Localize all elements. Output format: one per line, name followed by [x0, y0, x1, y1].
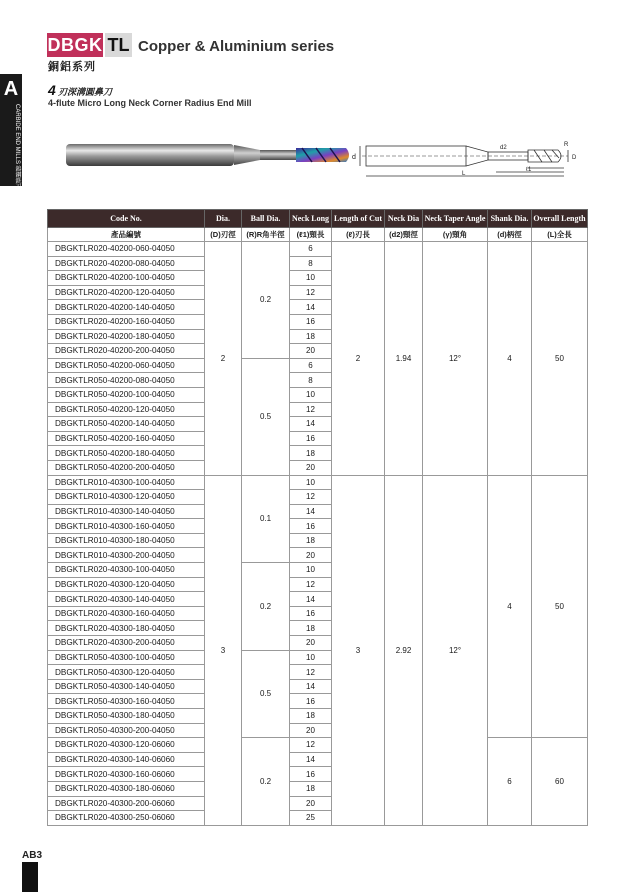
col-sub-taper: (γ)頸角 [423, 228, 488, 242]
cell-code: DBGKTLR050-40200-180-04050 [48, 446, 205, 461]
cell-length-of-cut: 3 [332, 475, 385, 825]
cell-code: DBGKTLR010-40300-180-04050 [48, 533, 205, 548]
col-header-code: Code No. [48, 210, 205, 228]
cell-code: DBGKTLR010-40300-120-04050 [48, 490, 205, 505]
table-header-row [48, 210, 588, 228]
cell-neck-taper: 12° [423, 242, 488, 476]
cell-ball-dia: 0.2 [242, 563, 290, 651]
cell-neck-long: 16 [290, 694, 332, 709]
cell-dia: 3 [205, 475, 242, 825]
cell-code: DBGKTLR050-40200-140-04050 [48, 417, 205, 432]
cell-code: DBGKTLR050-40300-160-04050 [48, 694, 205, 709]
cell-code: DBGKTLR050-40200-080-04050 [48, 373, 205, 388]
cell-code: DBGKTLR050-40200-060-04050 [48, 358, 205, 373]
cell-neck-long: 20 [290, 796, 332, 811]
cell-neck-long: 10 [290, 563, 332, 578]
technical-drawing [352, 136, 602, 184]
col-sub-neck-dia: (d2)頸徑 [385, 228, 423, 242]
cell-neck-long: 10 [290, 475, 332, 490]
section-label-cn: 鎢鋼銑刀 [14, 165, 20, 190]
cell-neck-dia: 2.92 [385, 475, 423, 825]
cell-neck-long: 16 [290, 431, 332, 446]
cell-code: DBGKTLR050-40300-100-04050 [48, 650, 205, 665]
table-row [48, 738, 588, 753]
tool-taper [234, 145, 260, 165]
drawing-label-d: d [352, 154, 356, 161]
col-sub-overall: (L)全長 [532, 228, 588, 242]
col-sub-cut: (ℓ)刃長 [332, 228, 385, 242]
cell-ball-dia: 0.2 [242, 242, 290, 359]
cell-ball-dia: 0.5 [242, 358, 290, 475]
cell-code: DBGKTLR050-40200-120-04050 [48, 402, 205, 417]
cell-code: DBGKTLR020-40200-080-04050 [48, 256, 205, 271]
drawing-label-D: D [572, 155, 577, 161]
cell-code: DBGKTLR020-40300-250-06060 [48, 811, 205, 826]
cell-neck-long: 6 [290, 242, 332, 257]
cell-code: DBGKTLR050-40300-120-04050 [48, 665, 205, 680]
col-header-ball: Ball Dia. [242, 210, 290, 228]
cell-code: DBGKTLR020-40200-200-04050 [48, 344, 205, 359]
cell-code: DBGKTLR020-40300-140-06060 [48, 752, 205, 767]
cell-neck-dia: 1.94 [385, 242, 423, 476]
cell-neck-long: 14 [290, 300, 332, 315]
cell-code: DBGKTLR010-40300-140-04050 [48, 504, 205, 519]
cell-neck-long: 25 [290, 811, 332, 826]
col-header-cut: Length of Cut [332, 210, 385, 228]
cell-code: DBGKTLR020-40300-100-04050 [48, 563, 205, 578]
col-header-neck-long: Neck Long [290, 210, 332, 228]
cell-code: DBGKTLR020-40300-160-04050 [48, 606, 205, 621]
cell-code: DBGKTLR010-40300-200-04050 [48, 548, 205, 563]
cell-neck-long: 10 [290, 271, 332, 286]
section-label [1, 104, 21, 190]
cell-neck-long: 14 [290, 592, 332, 607]
cell-code: DBGKTLR010-40300-100-04050 [48, 475, 205, 490]
col-sub-shank: (d)柄徑 [488, 228, 532, 242]
section-label-en: CARBIDE END MILLS [14, 104, 20, 165]
page-number: AB3 [22, 850, 43, 861]
series-logo-main: DBGK [47, 35, 103, 55]
col-header-dia: Dia. [205, 210, 242, 228]
table-row [48, 475, 588, 490]
drawing-label-R: R [564, 142, 569, 148]
cell-neck-long: 18 [290, 446, 332, 461]
cell-neck-long: 16 [290, 606, 332, 621]
cell-code: DBGKTLR020-40200-160-04050 [48, 314, 205, 329]
cell-code: DBGKTLR020-40200-100-04050 [48, 271, 205, 286]
cell-ball-dia: 0.1 [242, 475, 290, 563]
cell-overall-length: 50 [532, 475, 588, 738]
cell-neck-long: 18 [290, 781, 332, 796]
product-flute-number: 4 [48, 82, 56, 98]
col-sub-neck-long: (ℓ1)頸長 [290, 228, 332, 242]
cell-code: DBGKTLR050-40300-140-04050 [48, 679, 205, 694]
series-title-cn: 銅鋁系列 [48, 61, 96, 73]
drawing-label-L: L [462, 171, 466, 177]
cell-code: DBGKTLR020-40300-120-06060 [48, 738, 205, 753]
cell-neck-long: 8 [290, 373, 332, 388]
cell-neck-long: 12 [290, 402, 332, 417]
cell-code: DBGKTLR050-40300-200-04050 [48, 723, 205, 738]
cell-code: DBGKTLR020-40200-120-04050 [48, 285, 205, 300]
section-letter: A [3, 78, 19, 100]
cell-neck-long: 20 [290, 723, 332, 738]
cell-dia: 2 [205, 242, 242, 476]
cell-neck-long: 10 [290, 387, 332, 402]
col-header-shank: Shank Dia. [488, 210, 532, 228]
cell-code: DBGKTLR020-40300-140-04050 [48, 592, 205, 607]
cell-neck-long: 12 [290, 738, 332, 753]
cell-code: DBGKTLR020-40200-140-04050 [48, 300, 205, 315]
table-row [48, 242, 588, 257]
cell-code: DBGKTLR020-40300-200-06060 [48, 796, 205, 811]
cell-code: DBGKTLR050-40200-160-04050 [48, 431, 205, 446]
cell-neck-long: 12 [290, 665, 332, 680]
drawing-label-d2: d2 [500, 145, 507, 151]
cell-neck-long: 20 [290, 344, 332, 359]
col-sub-code: 產品編號 [48, 228, 205, 242]
cell-neck-long: 14 [290, 679, 332, 694]
cell-shank-dia: 4 [488, 475, 532, 738]
cell-neck-long: 6 [290, 358, 332, 373]
series-logo-sub: TL [105, 33, 132, 57]
cell-neck-long: 20 [290, 460, 332, 475]
cell-code: DBGKTLR050-40200-200-04050 [48, 460, 205, 475]
cell-neck-long: 14 [290, 752, 332, 767]
col-header-neck-dia: Neck Dia [385, 210, 423, 228]
cell-neck-long: 20 [290, 636, 332, 651]
cell-neck-long: 10 [290, 650, 332, 665]
col-header-taper: Neck Taper Angle [423, 210, 488, 228]
product-title-en: 4-flute Micro Long Neck Corner Radius End Mill [48, 98, 252, 108]
cell-code: DBGKTLR020-40300-160-06060 [48, 767, 205, 782]
cell-code: DBGKTLR050-40200-100-04050 [48, 387, 205, 402]
cell-neck-taper: 12° [423, 475, 488, 825]
spec-table [47, 209, 588, 826]
table-subheader-row [48, 228, 588, 242]
cell-shank-dia: 4 [488, 242, 532, 476]
drawing-label-l1: ℓ1 [526, 167, 532, 173]
cell-neck-long: 12 [290, 577, 332, 592]
cell-neck-long: 14 [290, 417, 332, 432]
series-title: Copper & Aluminium series [138, 38, 335, 55]
cell-neck-long: 12 [290, 490, 332, 505]
cell-overall-length: 60 [532, 738, 588, 826]
cell-code: DBGKTLR050-40300-180-04050 [48, 709, 205, 724]
cell-neck-long: 18 [290, 621, 332, 636]
cell-neck-long: 18 [290, 533, 332, 548]
col-sub-dia: (D)刃徑 [205, 228, 242, 242]
cell-neck-long: 16 [290, 314, 332, 329]
product-title-cn: 刃深溝圓鼻刀 [58, 87, 113, 97]
cell-neck-long: 20 [290, 548, 332, 563]
cell-length-of-cut: 2 [332, 242, 385, 476]
cell-code: DBGKTLR020-40300-200-04050 [48, 636, 205, 651]
cell-code: DBGKTLR020-40200-060-04050 [48, 242, 205, 257]
tool-photo [64, 136, 354, 176]
cell-neck-long: 14 [290, 504, 332, 519]
cell-neck-long: 12 [290, 285, 332, 300]
cell-neck-long: 18 [290, 329, 332, 344]
cell-shank-dia: 6 [488, 738, 532, 826]
cell-code: DBGKTLR020-40300-120-04050 [48, 577, 205, 592]
cell-code: DBGKTLR020-40200-180-04050 [48, 329, 205, 344]
cell-neck-long: 16 [290, 767, 332, 782]
cell-overall-length: 50 [532, 242, 588, 476]
cell-code: DBGKTLR020-40300-180-04050 [48, 621, 205, 636]
cell-code: DBGKTLR010-40300-160-04050 [48, 519, 205, 534]
cell-ball-dia: 0.2 [242, 738, 290, 826]
cell-neck-long: 18 [290, 709, 332, 724]
col-sub-ball: (R)R角半徑 [242, 228, 290, 242]
cell-ball-dia: 0.5 [242, 650, 290, 738]
col-header-overall: Overall Length [532, 210, 588, 228]
cell-neck-long: 16 [290, 519, 332, 534]
cell-neck-long: 8 [290, 256, 332, 271]
page-footer-bar [22, 862, 38, 892]
tool-shank [66, 144, 234, 166]
cell-code: DBGKTLR020-40300-180-06060 [48, 781, 205, 796]
